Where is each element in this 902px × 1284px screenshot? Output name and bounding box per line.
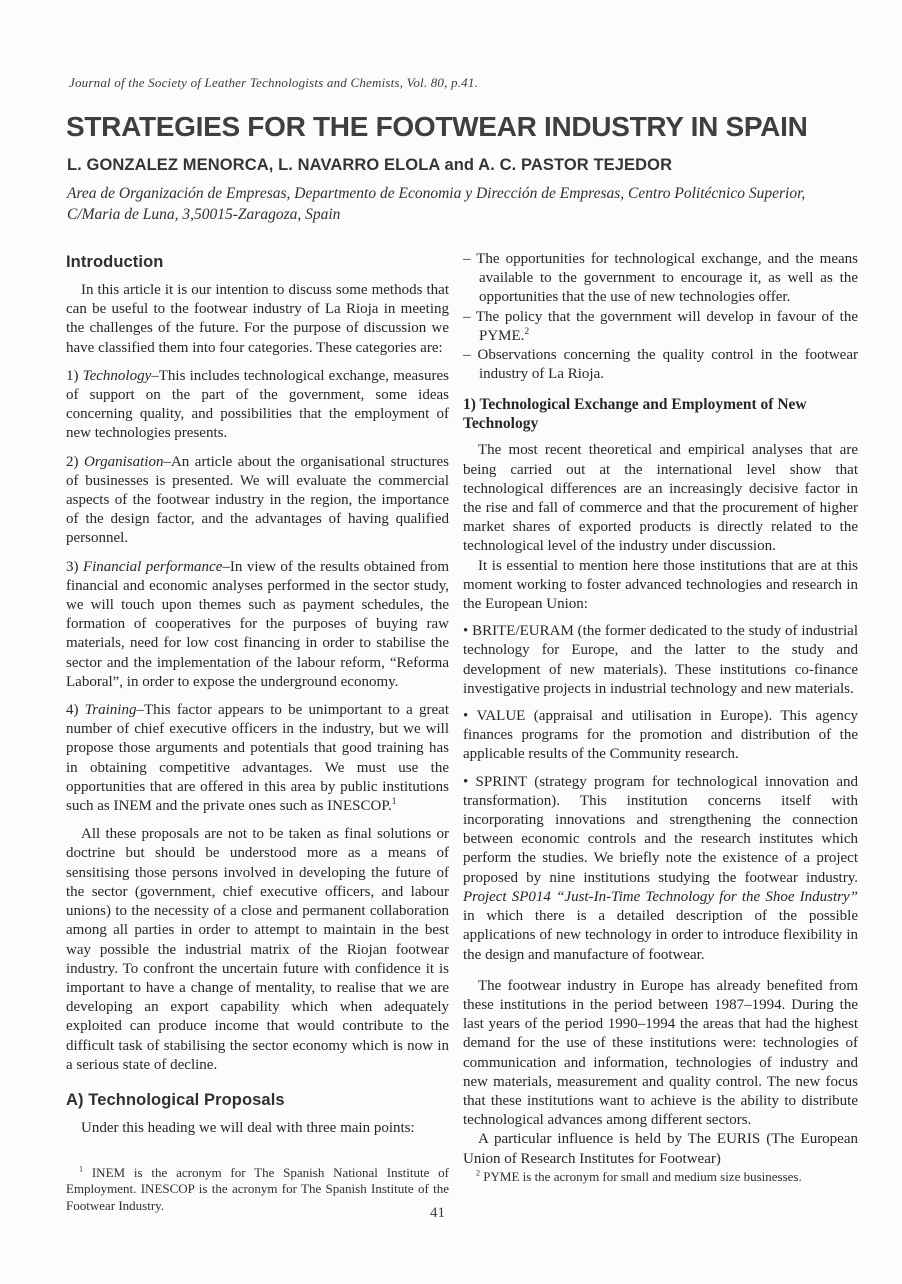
category-item-organisation: 2) Organisation–An article about the organisational structures of businesses is presented. We will evaluate the commercial aspects of the footwear industry in the region, the importance of the design factor, and the advantages of having qualified personnel. — [66, 453, 449, 547]
footnote-1: $^1$ INEM is the acronym for The Spanish National Institute of Employment. INESCOP is the acronym for The Spanish Institute of the Footwear Industry. — [66, 1164, 449, 1213]
footnote-2: $^2$ PYME is the acronym for small and medium size businesses. — [476, 1168, 802, 1184]
category-item-technology: 1) Technology–This includes technological exchange, measures of support on the part of the government, some ideas concerning quality, and possibilities that the employment of new technologies presents. — [66, 367, 450, 442]
bullet-item-value: • VALUE (appraisal and utilisation in Europe). This agency finances programs for the promotion and distribution of the applicable results of the Community research. — [463, 708, 858, 763]
introduction-heading: Introduction — [66, 253, 164, 271]
article-affiliation: Area de Organización de Empresas, Departmento de Economia y Dirección de Empresas, Centro Politécnico Superior, C/Maria de Luna, 3,50015-Zaragoza, Spain — [67, 185, 806, 223]
category-item-financial-performance: 3) Financial performance–In view of the results obtained from financial and economic analyses performed in the sector study, we will touch upon themes such as payment schedules, the formation of cooperatives for the purposes of buying raw materials, need for low cost financing in order to stabilise the sector and the implementation of the labour reform, “Reforma Laboral”, in order to expose the underground economy. — [66, 558, 449, 690]
paragraph-industry-benefit: The footwear industry in Europe has already benefited from these institutions in the period between 1987–1994. During the last years of the period 1990–1994 the areas that had the highest demand for the use of these institutions were: technologies of communication and information, technologies of industry and new materials, measurement and quality control. The new focus that these institutions want to achieve is the ability to distribute technological advances among different sectors. — [463, 977, 858, 1129]
proposals-summary-paragraph: All these proposals are not to be taken as final solutions or doctrine but should be understood more as a means of sensitising those persons involved in developing the future of the sector (government, chief executive officers, and labour unions) to the necessity of a close and permanent collaboration among all parties in order to attempt to maintain in the best way possible the industrial matrix of the Riojan footwear industry. To confront the uncertain future with confidence it is important to have a change of mentality, to realise that we are developing an export capability which when adequately exploited can produce income that would contribute to the difficult task of stabilising the sector economy which is now in a serious state of decline. — [66, 826, 449, 1073]
section-a-heading: A) Technological Proposals — [66, 1090, 285, 1109]
right-column — [463, 250, 858, 1207]
journal-header-line: Journal of the Society of Leather Technologists and Chemists, Vol. 80, p.41. — [69, 75, 479, 90]
page-number: 41 — [430, 1205, 445, 1221]
dash-item-quality-control: – Observations concerning the quality control in the footwear industry of La Rioja. — [463, 347, 858, 383]
paragraph-institutions: It is essential to mention here those institutions that are at this moment working to foster advanced technologies and research in the European Union: — [463, 557, 858, 613]
paragraph-analyses: The most recent theoretical and empirical analyses that are being carried out at the international level show that technological differences are an increasingly decisive factor in the rise and fall of commerce and that the procurement of higher market shares of exported products is directly related to the technological level of the industry under discussion. — [463, 442, 858, 555]
article-title: STRATEGIES FOR THE FOOTWEAR INDUSTRY IN SPAIN — [66, 111, 808, 142]
left-column — [66, 250, 449, 1214]
bullet-item-brite-euram: • BRITE/EURAM (the former dedicated to the study of industrial technology for Europe, and the latter to the study and development of new materials). These institutions co-finance investigative projects in industrial technology and new materials. — [463, 623, 858, 697]
section-a-lead-paragraph: Under this heading we will deal with three main points: — [81, 1119, 415, 1136]
article-authors: L. GONZALEZ MENORCA, L. NAVARRO ELOLA and A. C. PASTOR TEJEDOR — [67, 156, 673, 174]
introduction-paragraph: In this article it is our intention to discuss some methods that can be useful to the footwear industry of La Rioja in meeting the challenges of the future. For the purpose of discussion we have classified them into four categories. These categories are: — [66, 282, 449, 356]
section-1-heading: 1) Technological Exchange and Employment of New Technology — [463, 396, 807, 433]
category-item-training: 4) Training–This factor appears to be unimportant to a great number of chief executive officers in the industry, but we will propose those arguments and potentials that good training has in obtaining competitive advantages. We must use the opportunities that are offered in this area by public institutions such as INEM and the private ones such as INESCOP.$^1$ — [66, 702, 449, 815]
bullet-item-sprint: • SPRINT (strategy program for technological innovation and transformation). This institution concerns itself with incorporating innovations and strengthening the connection between economic controls and the research institutes which perform the studies. We briefly note the existence of a project proposed by nine institutions studying the footwear industry. Project SP014 “Just-In-Time Technology for the Shoe Industry” in which there is a detailed description of the possible applications of new technology in order to introduce flexibility in the design and manufacture of footwear. — [463, 773, 858, 963]
dash-item-technological-exchange: – The opportunities for technological exchange, and the means available to the government to encourage it, as well as the opportunities that the use of new technologies offer. — [463, 251, 858, 306]
dash-item-government-policy: – The policy that the government will develop in favour of the PYME.$^2$ — [463, 308, 858, 344]
paragraph-euris: A particular influence is held by The EURIS (The European Union of Research Institutes for Footwear) — [463, 1131, 858, 1167]
